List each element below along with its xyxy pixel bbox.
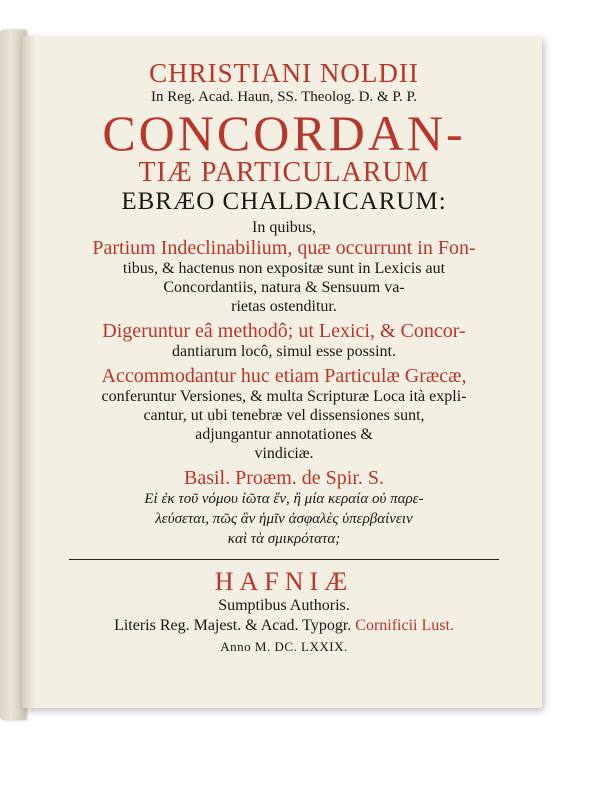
author-name: CHRISTIANI NOLDII: [149, 58, 419, 88]
imprint-divider: [69, 559, 499, 560]
accommodantur-line-1: Accommodantur huc etiam Particulæ Græcæ,: [101, 365, 467, 387]
author-credentials: In Reg. Acad. Haun, SS. Theolog. D. & P. P.: [151, 89, 417, 105]
imprint-sumptibus: Sumptibus Authoris.: [218, 597, 350, 614]
imprint-printer: [34, 616, 534, 636]
accommodantur-line-4: adjungantur annotationes &: [195, 426, 373, 443]
greek-quote-line-2: λεύσεται, πῶς ἂν ἡμῖν ἀσφαλὲς ὑπερβαίνειν: [155, 511, 413, 527]
basil-citation: Basil. Proæm. de Spir. S.: [183, 467, 385, 489]
main-title-line-1: CONCORDAN-: [102, 105, 466, 161]
digeruntur-line-2: dantiarum locô, simul esse possint.: [172, 343, 396, 360]
imprint-printer-red: Cornificii Lust.: [355, 617, 454, 634]
title-page-text: [34, 58, 534, 656]
imprint-printer-black: Literis Reg. Majest. & Acad. Typogr.: [114, 617, 352, 634]
greek-quote-line-3: καὶ τὰ σμικρότατα;: [227, 531, 341, 547]
imprint-city: HAFNIÆ: [214, 567, 354, 596]
imprint-year: Anno M. DC. LXXIX.: [220, 639, 348, 654]
main-title-line-3: EBRÆO CHALDAICARUM:: [121, 188, 447, 215]
digeruntur-line-1: Digeruntur eâ methodô; ut Lexici, & Concor-: [102, 320, 466, 342]
description-line-1: Partium Indeclinabilium, quæ occurrunt in Fon-: [92, 237, 476, 259]
description-line-4: rietas ostenditur.: [231, 298, 337, 315]
description-line-2: tibus, & hactenus non expositæ sunt in Lexicis aut: [122, 260, 446, 277]
main-title-line-2: TIÆ PARTICULARUM: [138, 157, 430, 188]
accommodantur-line-5: vindiciæ.: [254, 445, 314, 462]
in-quibus: In quibus,: [252, 219, 316, 236]
greek-quote-line-1: Εἰ ἐκ τοῦ νόμου ἰῶτα ἕν, ἢ μία κεραία οὐ παρε-: [144, 491, 424, 507]
accommodantur-line-3: cantur, ut ubi tenebræ vel dissensiones sunt,: [143, 407, 425, 424]
description-line-3: Concordantiis, natura & Sensuum va-: [163, 279, 405, 296]
accommodantur-line-2: conferuntur Versiones, & multa Scripturæ Loca ità expli-: [101, 388, 467, 405]
